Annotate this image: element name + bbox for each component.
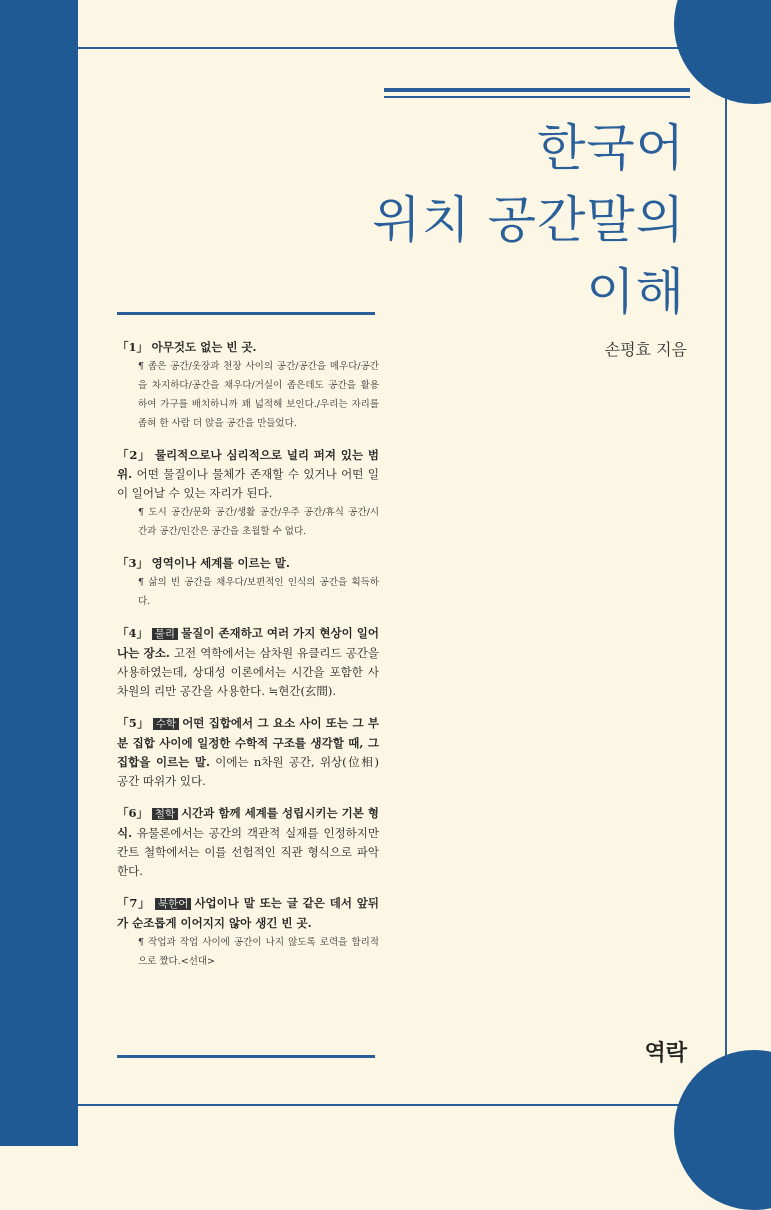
- entry-text: 이에는 n차원 공간, 위상(位相) 공간 따위가 있다.: [117, 755, 379, 788]
- entries-top-rule: [117, 312, 375, 315]
- title-line-2: 위치 공간말의: [372, 191, 685, 249]
- field-tag: 철학: [152, 808, 178, 820]
- field-tag: 수학: [153, 718, 179, 730]
- frame-right-line: [725, 47, 727, 1106]
- entry-number: 「3」: [117, 556, 149, 570]
- frame-bottom-line: [78, 1104, 771, 1106]
- entry-example: ¶ 작업과 작업 사이에 공간이 나지 않도록 로력을 합리적으로 짰다.<선대>: [138, 937, 379, 967]
- entry-number: 「4」: [117, 626, 149, 640]
- entry-5: [117, 714, 379, 791]
- book-title: [372, 112, 685, 328]
- title-line-3: 이해: [586, 263, 685, 321]
- entry-number: 「7」: [117, 896, 151, 910]
- entry-bold-text: 어떤 집합에서 그 요소 사이 또는 그 부분 집합 사이에 일정한 수학적 구조를 생각할 때, 그 집합을 이르는 말.: [117, 716, 379, 769]
- field-tag: 물리: [152, 628, 178, 640]
- entry-bold-text: 영역이나 세계를 이르는 말.: [151, 556, 290, 570]
- entries-bottom-rule: [117, 1055, 375, 1058]
- title-rule-thick: [384, 88, 690, 92]
- entry-definition: [117, 624, 379, 701]
- entry-example: ¶ 삶의 빈 공간을 채우다/보편적인 인식의 공간을 획득하다.: [138, 577, 379, 607]
- entry-number: 「6」: [117, 806, 149, 820]
- entry-example: ¶ 도시 공간/문화 공간/생활 공간/우주 공간/휴식 공간/시간과 공간/인간은 공간을 초월할 수 없다.: [138, 507, 379, 537]
- entry-definition: [117, 446, 379, 503]
- dictionary-entries: [117, 338, 379, 984]
- publisher-logo: 역락: [644, 1041, 687, 1066]
- entry-7: [117, 894, 379, 971]
- entry-number: 「5」: [117, 716, 149, 730]
- entry-bold-text: 아무것도 없는 빈 곳.: [151, 340, 257, 354]
- entry-2: [117, 446, 379, 541]
- author-credit: 손평효 지음: [604, 340, 687, 359]
- entry-bold-text: 물리적으로나 심리적으로 널리 퍼져 있는 범위.: [117, 448, 379, 481]
- entry-definition: [117, 714, 379, 791]
- entry-4: [117, 624, 379, 701]
- entry-3: [117, 554, 379, 611]
- entry-definition: [117, 804, 379, 881]
- entry-6: [117, 804, 379, 881]
- entry-text: 어떤 물질이나 물체가 존재할 수 있거나 어떤 일이 일어날 수 있는 자리가 된다.: [117, 467, 379, 500]
- decorative-circle-bottom: [674, 1050, 771, 1210]
- entry-number: 「1」: [117, 340, 149, 354]
- entry-bold-text: 시간과 함께 세계를 성립시키는 기본 형식.: [117, 806, 379, 840]
- title-rule-thin: [384, 96, 690, 98]
- entry-1: [117, 338, 379, 433]
- frame-top-line: [78, 47, 771, 49]
- entry-bold-text: 사업이나 말 또는 글 같은 데서 앞뒤가 순조롭게 이어지지 않아 생긴 빈 곳.: [117, 896, 380, 930]
- entry-definition: [117, 554, 379, 573]
- entry-text: 유물론에서는 공간의 객관적 실재를 인정하지만 칸트 철학에서는 이를 선험적인 직관 형식으로 파악한다.: [117, 826, 379, 878]
- entry-text: 고전 역학에서는 삼차원 유클리드 공간을 사용하였는데, 상대성 이론에서는 시간을 포함한 사차원의 리만 공간을 사용한다. ≒현간(玄間).: [117, 646, 379, 698]
- book-spine-band: [0, 0, 78, 1146]
- title-line-1: 한국어: [537, 119, 685, 177]
- entry-bold-text: 물질이 존재하고 여러 가지 현상이 일어나는 장소.: [117, 626, 379, 660]
- entry-example: ¶ 좁은 공간/옷장과 천장 사이의 공간/공간을 메우다/공간을 차지하다/공간을 채우다/거실이 좁은데도 공간을 활용하여 가구를 배치하니까 꽤 넓적해 보인다./우리는 자리를 좁혀 한 사람 더 앉을 공간을 만들었다.: [138, 361, 379, 429]
- entry-definition: [117, 338, 379, 357]
- field-tag: 북한어: [155, 898, 191, 910]
- entry-definition: [117, 894, 379, 933]
- entry-number: 「2」: [117, 448, 151, 462]
